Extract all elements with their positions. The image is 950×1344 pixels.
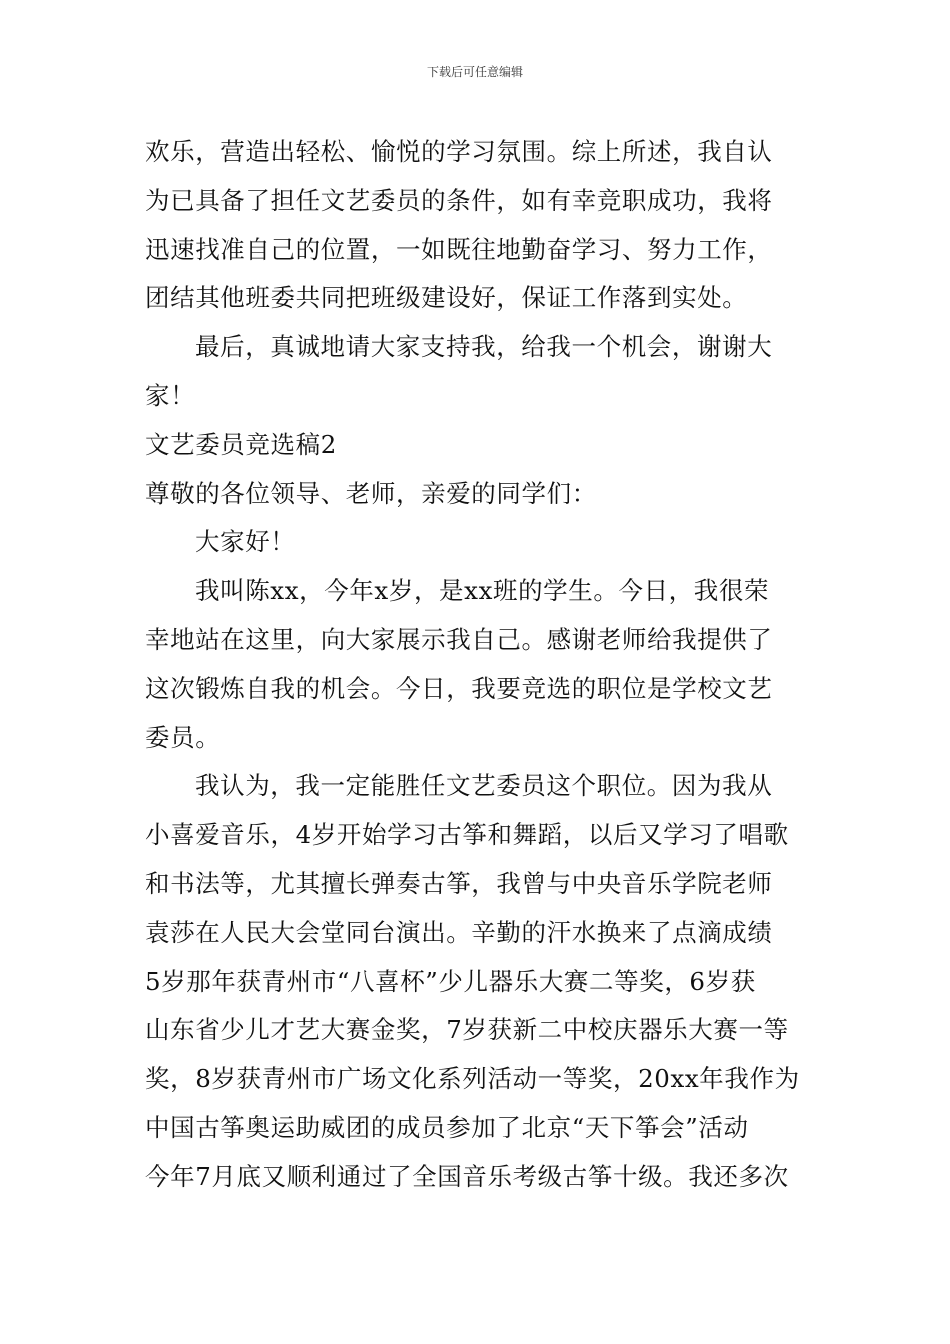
text-line: 欢乐，营造出轻松、愉悦的学习氛围。综上所述，我自认	[145, 137, 773, 166]
text-line: 小喜爱音乐，4岁开始学习古筝和舞蹈，以后又学习了唱歌	[145, 820, 789, 850]
text-line: 幸地站在这里，向大家展示我自己。感谢老师给我提供了	[145, 624, 773, 654]
text-line: 家！	[145, 380, 196, 410]
text-line: 委员。	[145, 722, 221, 752]
text-line: 迅速找准自己的位置，一如既往地勤奋学习、努力工作，	[145, 234, 773, 264]
greeting: 大家好！	[195, 527, 296, 557]
text-line: 我认为，我一定能胜任文艺委员这个职位。因为我从	[195, 771, 773, 801]
text-line: 为已具备了担任文艺委员的条件，如有幸竞职成功，我将	[145, 185, 773, 215]
text-line: 奖，8岁获青州市广场文化系列活动一等奖，20xx年我作为	[145, 1064, 800, 1094]
page-header-note: 下载后可任意编辑	[426, 65, 523, 79]
text-line: 团结其他班委共同把班级建设好，保证工作落到实处。	[145, 283, 748, 313]
text-line: 袁莎在人民大会堂同台演出。辛勤的汗水换来了点滴成绩	[145, 917, 773, 947]
text-line: 这次锻炼自我的机会。今日，我要竞选的职位是学校文艺	[145, 673, 773, 703]
text-line: 5岁那年获青州市“八喜杯”少儿器乐大赛二等奖，6岁获	[145, 966, 756, 996]
section-title: 文艺委员竞选稿2	[145, 429, 337, 459]
text-line: 我叫陈xx，今年x岁，是xx班的学生。今日，我很荣	[195, 576, 770, 606]
text-line: 山东省少儿才艺大赛金奖，7岁获新二中校庆器乐大赛一等	[145, 1015, 789, 1045]
text-line: 和书法等，尤其擅长弹奏古筝，我曾与中央音乐学院老师	[145, 868, 773, 898]
text-line: 最后，真诚地请大家支持我，给我一个机会，谢谢大	[195, 332, 773, 362]
document-body	[145, 128, 810, 1202]
salutation: 尊敬的各位领导、老师，亲爱的同学们：	[145, 478, 597, 508]
text-line: 今年7月底又顺利通过了全国音乐考级古筝十级。我还多次	[145, 1161, 789, 1191]
text-line: 中国古筝奥运助威团的成员参加了北京“天下筝会”活动	[145, 1112, 749, 1142]
